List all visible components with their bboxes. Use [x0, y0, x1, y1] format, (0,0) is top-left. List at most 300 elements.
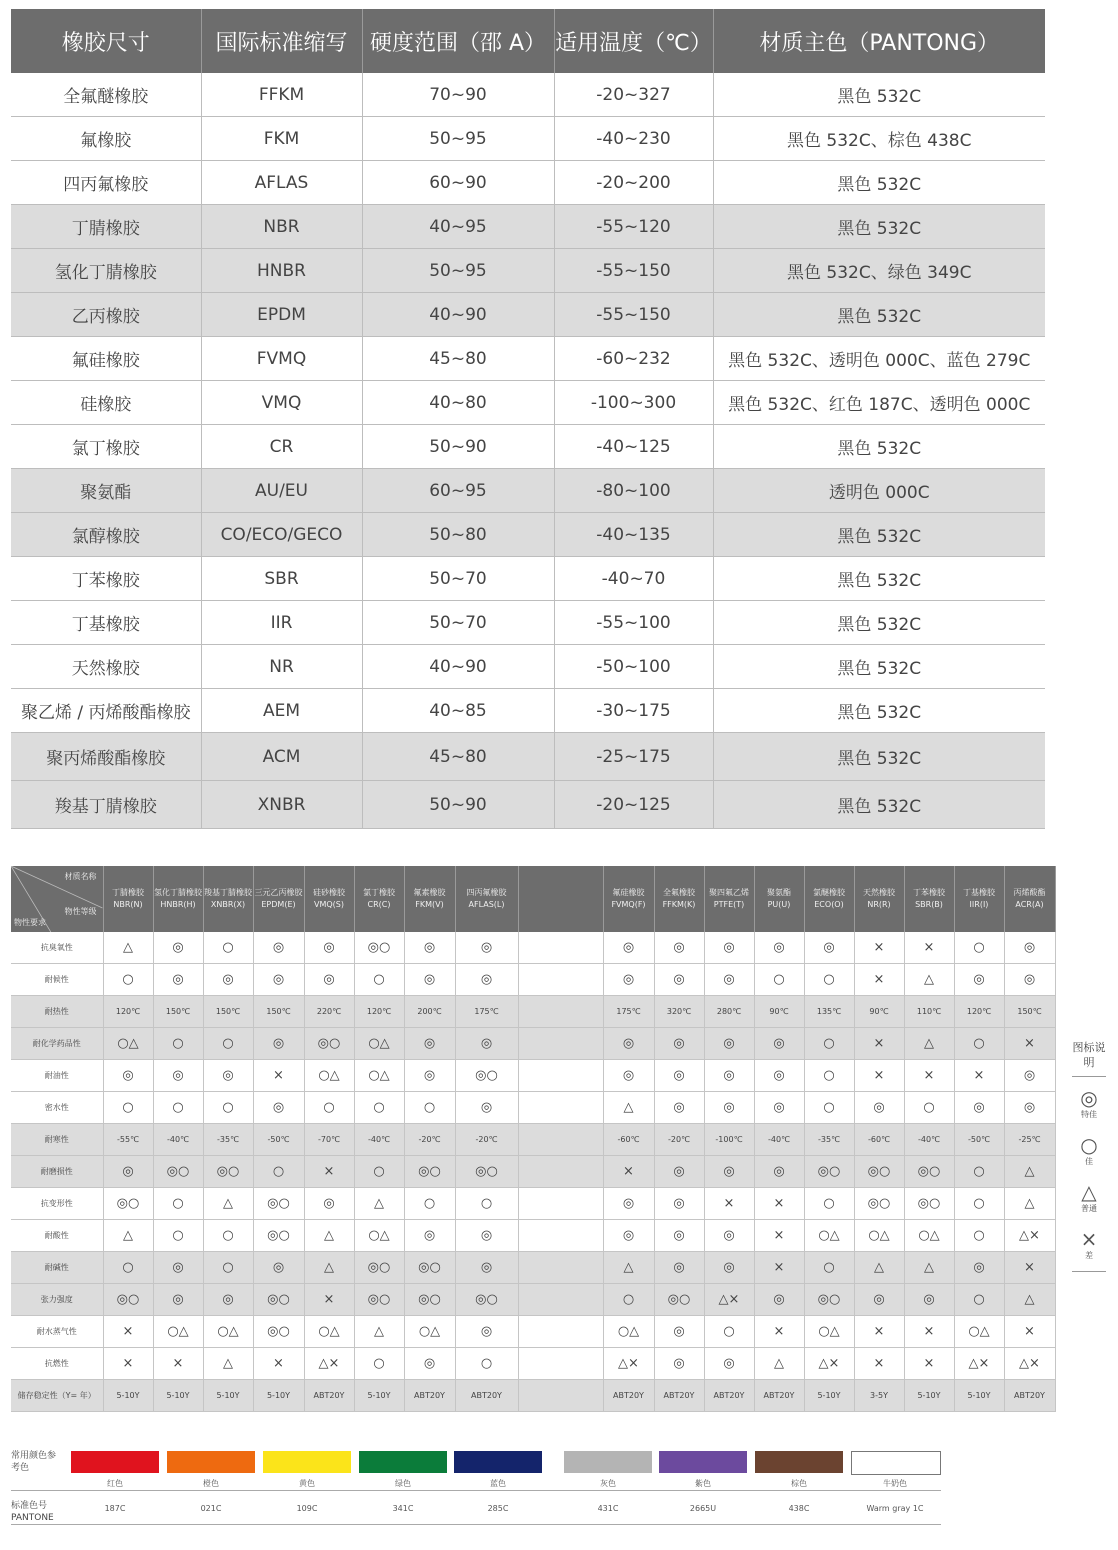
- rating-cell: ◎○: [404, 1156, 455, 1188]
- rating-cell: △: [354, 1316, 404, 1348]
- material-code: XNBR(X): [210, 900, 246, 909]
- rating-cell: ×: [754, 1220, 804, 1252]
- rating-cell: ◎: [304, 932, 354, 964]
- spacer-cell: [518, 1220, 603, 1252]
- material-code: PU(U): [767, 900, 791, 909]
- table-row: [11, 689, 1045, 733]
- table-cell: 聚丙烯酸酯橡胶: [11, 733, 201, 781]
- material-header: [603, 866, 654, 932]
- material-name: 三元乙丙橡胶: [254, 888, 303, 897]
- spacer-cell: [518, 964, 603, 996]
- legend-title: 图标说明: [1072, 1040, 1106, 1077]
- column-header: 硬度范围（邵 A）: [362, 9, 554, 73]
- legend-label: 佳: [1085, 1157, 1093, 1166]
- material-header: [654, 866, 704, 932]
- property-row: [11, 1316, 1055, 1348]
- property-row: [11, 1124, 1055, 1156]
- rating-cell: ○: [603, 1284, 654, 1316]
- rating-cell: ◎: [1004, 1060, 1055, 1092]
- rating-cell: ◎: [804, 932, 854, 964]
- table-cell: -50~100: [554, 645, 713, 689]
- table-cell: 羧基丁腈橡胶: [11, 781, 201, 829]
- material-code: AFLAS(L): [468, 900, 505, 909]
- spacer-cell: [518, 1188, 603, 1220]
- color-reference: [11, 1448, 941, 1528]
- material-name: 丙烯酸酯: [1013, 888, 1046, 897]
- rating-cell: 90℃: [854, 996, 904, 1028]
- rating-cell: 150℃: [1004, 996, 1055, 1028]
- rating-cell: ○: [455, 1348, 518, 1380]
- table-cell: 聚氨酯: [11, 469, 201, 513]
- legend-label: 差: [1085, 1251, 1093, 1260]
- material-code: FKM(V): [415, 900, 444, 909]
- table-cell: 黑色 532C: [713, 205, 1045, 249]
- rating-cell: ◎: [954, 964, 1004, 996]
- rating-symbol-icon: △: [1081, 1180, 1097, 1204]
- rating-cell: -40℃: [754, 1124, 804, 1156]
- table-cell: 丁腈橡胶: [11, 205, 201, 249]
- table-cell: 50~90: [362, 425, 554, 469]
- color-name: 绿色: [395, 1479, 411, 1488]
- spacer-cell: [518, 932, 603, 964]
- rating-cell: -50℃: [954, 1124, 1004, 1156]
- rating-cell: ×: [904, 1348, 954, 1380]
- table-cell: -20~200: [554, 161, 713, 205]
- divider: [11, 1524, 941, 1525]
- rating-cell: -100℃: [704, 1124, 754, 1156]
- rating-cell: ○△: [354, 1028, 404, 1060]
- property-label: 耐碱性: [11, 1252, 103, 1284]
- property-row: [11, 1188, 1055, 1220]
- rating-cell: ◎: [253, 964, 304, 996]
- rating-cell: ○△: [804, 1220, 854, 1252]
- corner-grade-label: 物性等级: [64, 907, 97, 916]
- rating-cell: 200℃: [404, 996, 455, 1028]
- rating-cell: ◎: [404, 1348, 455, 1380]
- material-header: [1004, 866, 1055, 932]
- material-header: [704, 866, 754, 932]
- rating-cell: 175℃: [603, 996, 654, 1028]
- table-cell: -40~70: [554, 557, 713, 601]
- property-label: 耐热性: [11, 996, 103, 1028]
- property-row: [11, 1348, 1055, 1380]
- rating-cell: △×: [304, 1348, 354, 1380]
- table-cell: 黑色 532C: [713, 425, 1045, 469]
- property-row: [11, 1380, 1055, 1412]
- rating-cell: ◎: [304, 964, 354, 996]
- table-cell: 黑色 532C: [713, 293, 1045, 337]
- pantone-code: 2665U: [689, 1504, 717, 1513]
- rating-cell: ◎: [704, 1220, 754, 1252]
- rating-cell: ◎: [404, 964, 455, 996]
- spacer-cell: [518, 1316, 603, 1348]
- rating-cell: ○: [103, 1252, 153, 1284]
- table-row: [11, 73, 1045, 117]
- rating-cell: ×: [904, 932, 954, 964]
- rating-cell: ◎: [455, 1316, 518, 1348]
- rating-cell: ○△: [354, 1060, 404, 1092]
- spacer-cell: [518, 1156, 603, 1188]
- rating-cell: ◎: [754, 1060, 804, 1092]
- rating-cell: ○: [203, 1220, 253, 1252]
- table-cell: 硅橡胶: [11, 381, 201, 425]
- material-name: 氢化丁腈橡胶: [154, 888, 202, 897]
- material-name: 聚四氟乙烯: [709, 888, 749, 897]
- table-cell: -40~135: [554, 513, 713, 557]
- color-name: 棕色: [791, 1479, 807, 1488]
- rating-cell: ◎○: [253, 1284, 304, 1316]
- material-name: 丁基橡胶: [963, 888, 995, 897]
- table-cell: CO/ECO/GECO: [201, 513, 362, 557]
- table-cell: -55~150: [554, 293, 713, 337]
- rating-cell: △: [603, 1092, 654, 1124]
- rating-cell: ◎: [654, 1220, 704, 1252]
- pantone-code: 285C: [487, 1504, 509, 1513]
- rating-cell: ○: [203, 1028, 253, 1060]
- property-row: [11, 1252, 1055, 1284]
- rating-cell: ○: [954, 1188, 1004, 1220]
- table-cell: 氢化丁腈橡胶: [11, 249, 201, 293]
- color-swatch: [851, 1451, 941, 1475]
- rating-cell: ○△: [304, 1316, 354, 1348]
- rating-cell: ×: [954, 1060, 1004, 1092]
- color-name: 灰色: [600, 1479, 616, 1488]
- color-name: 橙色: [203, 1479, 219, 1488]
- rating-cell: ◎○: [455, 1284, 518, 1316]
- table-cell: 乙丙橡胶: [11, 293, 201, 337]
- rating-cell: ×: [854, 1028, 904, 1060]
- rating-symbol-icon: ○: [1080, 1133, 1098, 1157]
- rating-cell: ◎: [404, 932, 455, 964]
- spacer-cell: [518, 1124, 603, 1156]
- table-row: [11, 117, 1045, 161]
- rating-cell: ◎○: [354, 1284, 404, 1316]
- rating-cell: △×: [804, 1348, 854, 1380]
- table-cell: 氯醇橡胶: [11, 513, 201, 557]
- rating-cell: ○△: [304, 1060, 354, 1092]
- spacer-cell: [518, 1284, 603, 1316]
- rating-cell: ○: [354, 964, 404, 996]
- column-header: 国际标准缩写: [201, 9, 362, 73]
- rating-cell: ×: [854, 964, 904, 996]
- material-header: [904, 866, 954, 932]
- rating-cell: 150℃: [153, 996, 203, 1028]
- rating-cell: ○△: [804, 1316, 854, 1348]
- table-cell: -40~125: [554, 425, 713, 469]
- rating-cell: ◎○: [304, 1028, 354, 1060]
- rating-cell: ○: [253, 1156, 304, 1188]
- color-name: 紫色: [695, 1479, 711, 1488]
- rubber-spec-table: [11, 9, 1045, 829]
- legend-divider: [1072, 1271, 1106, 1272]
- table-cell: -30~175: [554, 689, 713, 733]
- material-code: NR(R): [867, 900, 891, 909]
- rating-cell: ◎: [603, 1188, 654, 1220]
- rating-cell: ◎: [404, 1060, 455, 1092]
- material-header: [954, 866, 1004, 932]
- rating-cell: △: [904, 1028, 954, 1060]
- rating-cell: ○: [103, 964, 153, 996]
- table-cell: 黑色 532C: [713, 645, 1045, 689]
- table-cell: 40~85: [362, 689, 554, 733]
- color-swatch: [564, 1451, 652, 1473]
- rating-cell: -25℃: [1004, 1124, 1055, 1156]
- material-code: FFKM(K): [662, 900, 696, 909]
- rating-cell: ABT20Y: [654, 1380, 704, 1412]
- table-cell: 四丙氟橡胶: [11, 161, 201, 205]
- table-cell: 黑色 532C、红色 187C、透明色 000C: [713, 381, 1045, 425]
- table-cell: 50~90: [362, 781, 554, 829]
- property-comparison-table: [11, 866, 1056, 1412]
- rating-cell: ◎: [754, 1028, 804, 1060]
- rating-cell: ○△: [103, 1028, 153, 1060]
- color-name: 红色: [107, 1479, 123, 1488]
- table-cell: 黑色 532C、绿色 349C: [713, 249, 1045, 293]
- rating-cell: ◎: [654, 1060, 704, 1092]
- rating-cell: ×: [103, 1316, 153, 1348]
- rating-cell: ◎: [603, 964, 654, 996]
- rating-cell: ◎: [654, 1092, 704, 1124]
- rating-cell: -55℃: [103, 1124, 153, 1156]
- rating-cell: ×: [854, 932, 904, 964]
- legend-item: [1072, 1228, 1106, 1261]
- rating-cell: △: [603, 1252, 654, 1284]
- rating-cell: ◎: [455, 1252, 518, 1284]
- material-header: [754, 866, 804, 932]
- rating-cell: -20℃: [654, 1124, 704, 1156]
- rating-cell: ○: [954, 1284, 1004, 1316]
- rating-cell: ×: [754, 1188, 804, 1220]
- material-header: [253, 866, 304, 932]
- rating-cell: ◎: [754, 1284, 804, 1316]
- material-header: [203, 866, 253, 932]
- rating-cell: ○: [354, 1092, 404, 1124]
- rating-cell: ○: [754, 964, 804, 996]
- rating-cell: ◎: [153, 964, 203, 996]
- rating-cell: ◎: [203, 964, 253, 996]
- table-cell: FFKM: [201, 73, 362, 117]
- property-label: 耐候性: [11, 964, 103, 996]
- column-header: 适用温度（℃）: [554, 9, 713, 73]
- property-label: 抗变形性: [11, 1188, 103, 1220]
- rating-cell: ◎: [153, 1252, 203, 1284]
- rating-cell: ×: [754, 1252, 804, 1284]
- rating-cell: △: [1004, 1188, 1055, 1220]
- rating-symbol-icon: ◎: [1080, 1086, 1098, 1110]
- rating-cell: ◎: [455, 964, 518, 996]
- spacer-cell: [518, 1252, 603, 1284]
- rating-cell: △: [304, 1220, 354, 1252]
- property-label: 耐寒性: [11, 1124, 103, 1156]
- color-swatch: [263, 1451, 351, 1473]
- color-swatch: [755, 1451, 843, 1473]
- rating-cell: ○: [103, 1092, 153, 1124]
- rating-cell: △×: [1004, 1348, 1055, 1380]
- rating-cell: ○: [804, 1252, 854, 1284]
- rating-cell: ◎: [153, 1284, 203, 1316]
- rating-cell: ○△: [904, 1220, 954, 1252]
- rating-cell: ○: [153, 1220, 203, 1252]
- rating-cell: 5-10Y: [904, 1380, 954, 1412]
- table-cell: 氟硅橡胶: [11, 337, 201, 381]
- property-label: 耐化学药品性: [11, 1028, 103, 1060]
- rating-cell: ◎: [253, 932, 304, 964]
- rating-cell: 150℃: [203, 996, 253, 1028]
- rating-cell: ◎○: [354, 932, 404, 964]
- table-cell: XNBR: [201, 781, 362, 829]
- material-header: [304, 866, 354, 932]
- property-row: [11, 1156, 1055, 1188]
- table-cell: 40~80: [362, 381, 554, 425]
- rating-cell: ◎: [654, 1188, 704, 1220]
- rating-cell: ◎: [854, 1092, 904, 1124]
- rating-cell: -20℃: [455, 1124, 518, 1156]
- table-cell: 氟橡胶: [11, 117, 201, 161]
- rating-cell: ◎: [704, 1028, 754, 1060]
- rating-cell: ◎: [754, 1092, 804, 1124]
- table-cell: -20~327: [554, 73, 713, 117]
- property-label: 耐磨损性: [11, 1156, 103, 1188]
- rating-cell: △: [854, 1252, 904, 1284]
- table-row: [11, 469, 1045, 513]
- pantone-code: 431C: [597, 1504, 619, 1513]
- material-header: [804, 866, 854, 932]
- rating-cell: -20℃: [404, 1124, 455, 1156]
- rating-cell: ◎: [754, 932, 804, 964]
- rating-cell: ◎○: [103, 1188, 153, 1220]
- rating-cell: ◎: [704, 1060, 754, 1092]
- table-row: [11, 733, 1045, 781]
- rating-cell: ×: [103, 1348, 153, 1380]
- spacer-cell: [518, 1092, 603, 1124]
- rating-cell: ◎: [704, 1156, 754, 1188]
- rating-cell: 5-10Y: [103, 1380, 153, 1412]
- rating-cell: 120℃: [103, 996, 153, 1028]
- rating-cell: ◎: [704, 1092, 754, 1124]
- rating-cell: ◎: [704, 1252, 754, 1284]
- table-cell: 丁苯橡胶: [11, 557, 201, 601]
- table-cell: 40~90: [362, 645, 554, 689]
- table-cell: 黑色 532C: [713, 161, 1045, 205]
- table-cell: 40~95: [362, 205, 554, 249]
- table-cell: NR: [201, 645, 362, 689]
- rating-cell: ◎: [203, 1284, 253, 1316]
- material-code: SBR(B): [915, 900, 943, 909]
- rating-cell: ○: [804, 1188, 854, 1220]
- rating-cell: ABT20Y: [754, 1380, 804, 1412]
- rating-cell: ○△: [153, 1316, 203, 1348]
- legend-item: [1072, 1134, 1106, 1167]
- table-row: [11, 249, 1045, 293]
- rating-cell: ◎: [654, 932, 704, 964]
- color-swatch: [167, 1451, 255, 1473]
- table-cell: 黑色 532C: [713, 73, 1045, 117]
- rating-cell: ◎○: [654, 1284, 704, 1316]
- corner-header: [11, 866, 103, 932]
- table-cell: -25~175: [554, 733, 713, 781]
- material-name: 氯醚橡胶: [813, 888, 845, 897]
- table-cell: 聚乙烯 / 丙烯酸酯橡胶: [11, 689, 201, 733]
- table-row: [11, 161, 1045, 205]
- rating-cell: ◎: [404, 1220, 455, 1252]
- rating-cell: ×: [304, 1156, 354, 1188]
- rating-cell: △: [1004, 1156, 1055, 1188]
- pantone-code: 021C: [200, 1504, 222, 1513]
- rating-cell: ○△: [954, 1316, 1004, 1348]
- table-cell: 45~80: [362, 733, 554, 781]
- material-name: 丁苯橡胶: [913, 888, 945, 897]
- property-label: 储存稳定性（Y= 年）: [11, 1380, 103, 1412]
- rating-cell: ○: [804, 964, 854, 996]
- rating-cell: ○: [153, 1092, 203, 1124]
- rating-cell: ×: [1004, 1316, 1055, 1348]
- rating-cell: ABT20Y: [304, 1380, 354, 1412]
- rating-cell: ◎: [654, 1028, 704, 1060]
- table-cell: FKM: [201, 117, 362, 161]
- pantone-code: 438C: [788, 1504, 810, 1513]
- material-name: 四丙氟橡胶: [466, 888, 507, 897]
- rating-cell: ◎: [304, 1188, 354, 1220]
- rating-cell: △×: [603, 1348, 654, 1380]
- rating-cell: ◎: [253, 1092, 304, 1124]
- table-row: [11, 601, 1045, 645]
- table-cell: -55~100: [554, 601, 713, 645]
- table-cell: 黑色 532C: [713, 733, 1045, 781]
- table-cell: VMQ: [201, 381, 362, 425]
- rating-cell: ◎: [455, 1220, 518, 1252]
- table-cell: 丁基橡胶: [11, 601, 201, 645]
- table-row: [11, 381, 1045, 425]
- rating-cell: -60℃: [603, 1124, 654, 1156]
- table-cell: 45~80: [362, 337, 554, 381]
- material-header: [103, 866, 153, 932]
- table-cell: 黑色 532C、棕色 438C: [713, 117, 1045, 161]
- table-cell: -60~232: [554, 337, 713, 381]
- spacer-cell: [518, 1348, 603, 1380]
- rating-cell: ×: [603, 1156, 654, 1188]
- column-header: 材质主色（PANTONG）: [713, 9, 1045, 73]
- rating-cell: ○: [704, 1316, 754, 1348]
- rating-cell: ◎: [153, 1060, 203, 1092]
- table-row: [11, 645, 1045, 689]
- material-header: [354, 866, 404, 932]
- rating-cell: ◎: [603, 1060, 654, 1092]
- rating-cell: -60℃: [854, 1124, 904, 1156]
- rating-cell: ◎: [404, 1028, 455, 1060]
- table-row: [11, 513, 1045, 557]
- table-row: [11, 293, 1045, 337]
- material-name: 聚氨酯: [767, 888, 791, 897]
- rating-cell: ◎: [654, 964, 704, 996]
- rating-cell: 120℃: [354, 996, 404, 1028]
- spacer-header: [518, 866, 603, 932]
- rating-cell: ◎○: [455, 1156, 518, 1188]
- material-code: ECO(O): [814, 900, 844, 909]
- property-row: [11, 1060, 1055, 1092]
- rating-cell: ◎○: [804, 1156, 854, 1188]
- rating-cell: ◎: [654, 1316, 704, 1348]
- rating-cell: ○: [203, 1252, 253, 1284]
- rating-cell: ○: [804, 1060, 854, 1092]
- rating-cell: △: [354, 1188, 404, 1220]
- rating-cell: ○△: [603, 1316, 654, 1348]
- rating-cell: ◎○: [455, 1060, 518, 1092]
- table-cell: 黑色 532C、透明色 000C、蓝色 279C: [713, 337, 1045, 381]
- rating-cell: △: [904, 1252, 954, 1284]
- rating-cell: ×: [704, 1188, 754, 1220]
- table-cell: 天然橡胶: [11, 645, 201, 689]
- rating-cell: ×: [153, 1348, 203, 1380]
